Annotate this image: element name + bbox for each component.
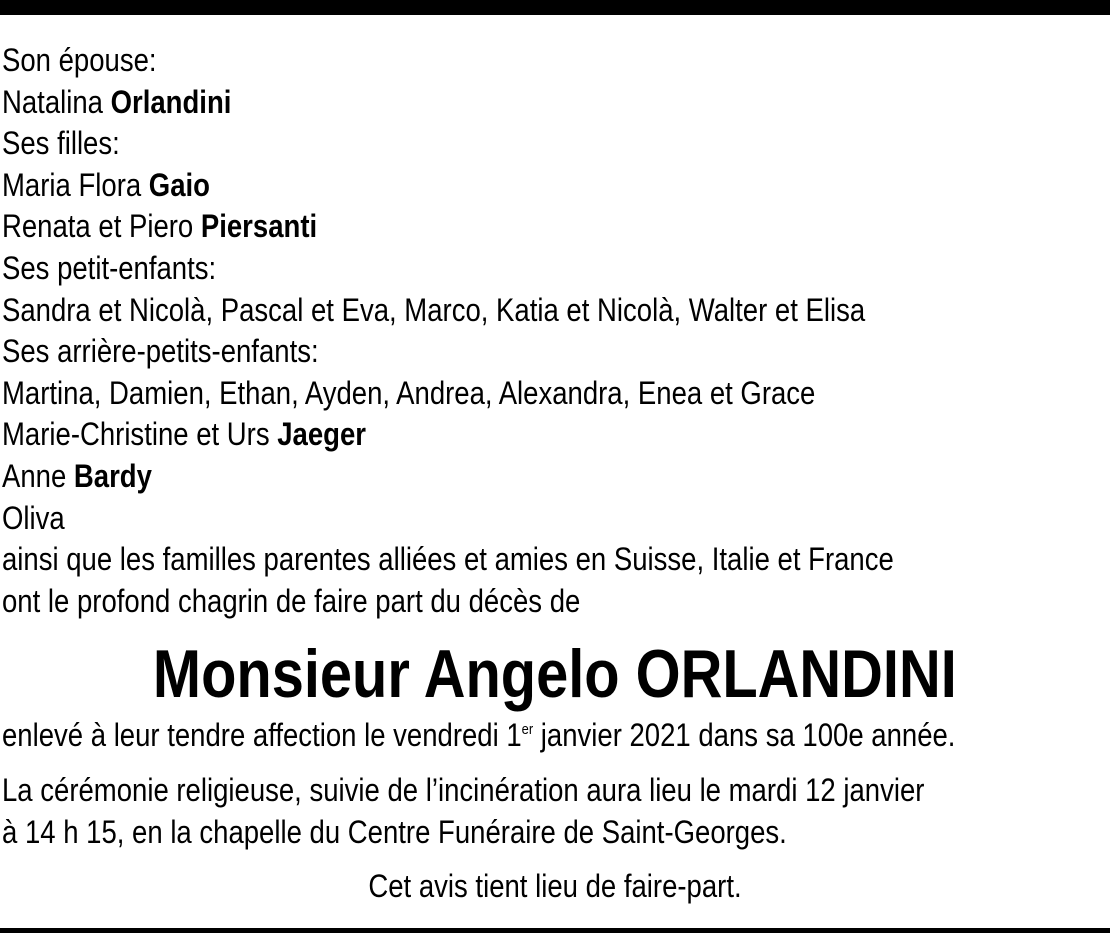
deceased-name-text: Monsieur Angelo ORLANDINI — [153, 636, 957, 712]
death-line-superscript: er — [521, 721, 534, 738]
relative-first-name: Marie-Christine et Urs — [2, 416, 270, 453]
relative-last-name: Bardy — [73, 457, 152, 494]
announcement-line: ont le profond chagrin de faire part du décès de — [2, 582, 581, 619]
spouse-first-name: Natalina — [2, 83, 103, 120]
spouse-last-name: Orlandini — [110, 83, 232, 120]
daughter-entry — [2, 165, 953, 207]
ceremony-line-2: à 14 h 15, en la chapelle du Centre Funéraire de Saint-Georges. — [2, 814, 787, 850]
great-grandchildren-heading: Ses arrière-petits-enfants: — [2, 333, 319, 370]
death-date-line — [2, 715, 955, 755]
top-rule — [0, 0, 1110, 15]
spouse-name — [2, 82, 953, 124]
deceased-name — [0, 632, 1110, 716]
family-list — [2, 40, 1108, 622]
bottom-rule — [0, 928, 1110, 933]
closing-note-text: Cet avis tient lieu de faire-part. — [368, 868, 742, 904]
daughter-last-name: Piersanti — [200, 208, 318, 245]
closing-note — [0, 866, 1110, 906]
relative-first-name: Anne — [2, 457, 67, 494]
relative-entry — [2, 456, 953, 498]
death-line-prefix: enlevé à leur tendre affection le vendredi 1 — [2, 717, 522, 753]
daughters-heading: Ses filles: — [2, 125, 120, 162]
daughter-entry — [2, 206, 953, 248]
daughter-first-name: Maria Flora — [2, 166, 142, 203]
grandchildren-list: Sandra et Nicolà, Pascal et Eva, Marco, Katia et Nicolà, Walter et Elisa — [2, 291, 866, 328]
death-line-suffix: janvier 2021 dans sa 100e année. — [533, 717, 956, 753]
relative-oliva: Oliva — [2, 499, 65, 536]
grandchildren-heading: Ses petit-enfants: — [2, 249, 217, 286]
relative-last-name: Jaeger — [277, 416, 366, 453]
ceremony-line-1: La cérémonie religieuse, suivie de l’incinération aura lieu le mardi 12 janvier — [2, 772, 925, 808]
spouse-heading: Son épouse: — [2, 42, 157, 78]
daughter-last-name: Gaio — [148, 166, 210, 203]
daughter-first-name: Renata et Piero — [2, 208, 194, 245]
relative-entry — [2, 414, 953, 456]
extended-family-line: ainsi que les familles parentes alliées et amies en Suisse, Italie et France — [2, 541, 894, 578]
great-grandchildren-list: Martina, Damien, Ethan, Ayden, Andrea, Alexandra, Enea et Grace — [2, 374, 816, 411]
